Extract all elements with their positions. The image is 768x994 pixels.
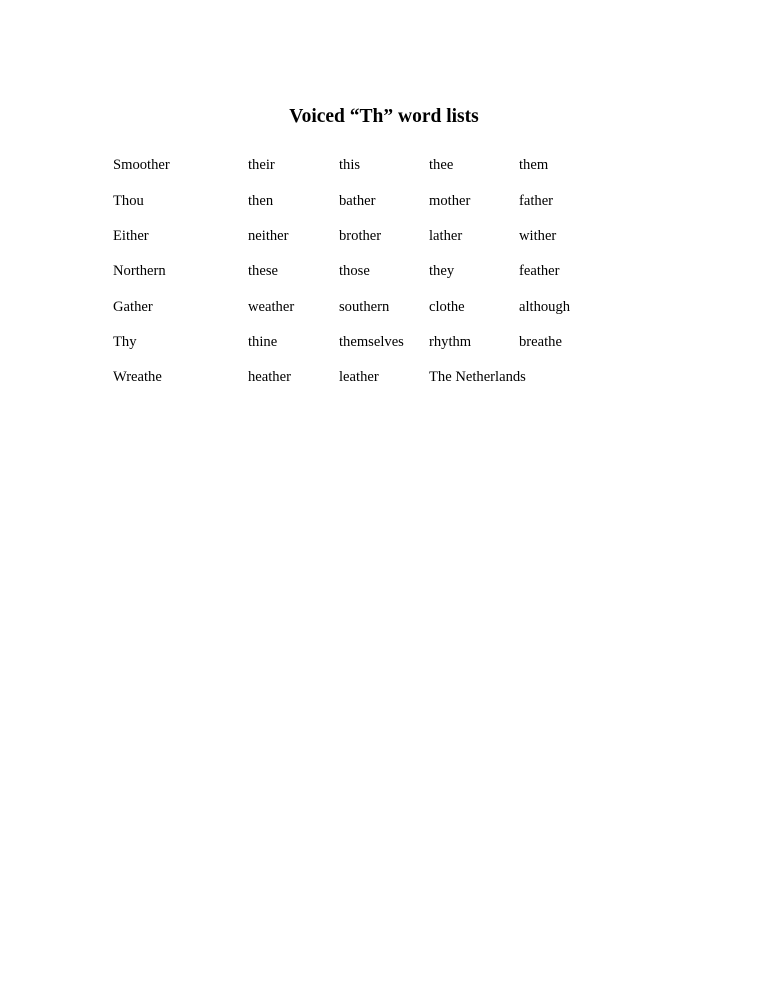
word-cell: leather <box>339 369 379 385</box>
word-cell: breathe <box>519 334 562 350</box>
word-cell: father <box>519 193 554 209</box>
word-cell: Smoother <box>113 157 170 173</box>
word-cell: themselves <box>339 334 404 350</box>
word-cell: although <box>519 299 571 315</box>
word-cell: rhythm <box>429 334 472 350</box>
table-row <box>113 331 673 353</box>
table-row <box>113 154 673 176</box>
word-cell: mother <box>429 193 471 209</box>
word-cell: Either <box>113 228 149 244</box>
word-cell: heather <box>248 369 291 385</box>
word-cell: bather <box>339 193 376 209</box>
word-cell: those <box>339 263 370 279</box>
word-cell: Gather <box>113 299 153 315</box>
word-cell: wither <box>519 228 557 244</box>
word-cell: these <box>248 263 278 279</box>
word-cell: them <box>519 157 549 173</box>
word-cell: they <box>429 263 455 279</box>
word-cell: their <box>248 157 275 173</box>
word-cell: neither <box>248 228 289 244</box>
word-cell: brother <box>339 228 382 244</box>
word-cell: lather <box>429 228 463 244</box>
word-cell: clothe <box>429 299 465 315</box>
word-cell: Wreathe <box>113 369 162 385</box>
word-cell: thee <box>429 157 454 173</box>
word-cell: Northern <box>113 263 166 279</box>
table-row <box>113 366 673 388</box>
table-row <box>113 260 673 282</box>
word-cell: weather <box>248 299 295 315</box>
page-title: Voiced “Th” word lists <box>289 106 479 127</box>
table-row <box>113 225 673 247</box>
word-cell: then <box>248 193 274 209</box>
word-cell: The Netherlands <box>429 369 526 385</box>
word-cell: Thou <box>113 193 144 209</box>
word-cell: Thy <box>113 334 137 350</box>
table-row <box>113 296 673 318</box>
word-cell: feather <box>519 263 560 279</box>
table-row <box>113 190 673 212</box>
word-cell: thine <box>248 334 278 350</box>
word-cell: southern <box>339 299 390 315</box>
word-cell: this <box>339 157 361 173</box>
